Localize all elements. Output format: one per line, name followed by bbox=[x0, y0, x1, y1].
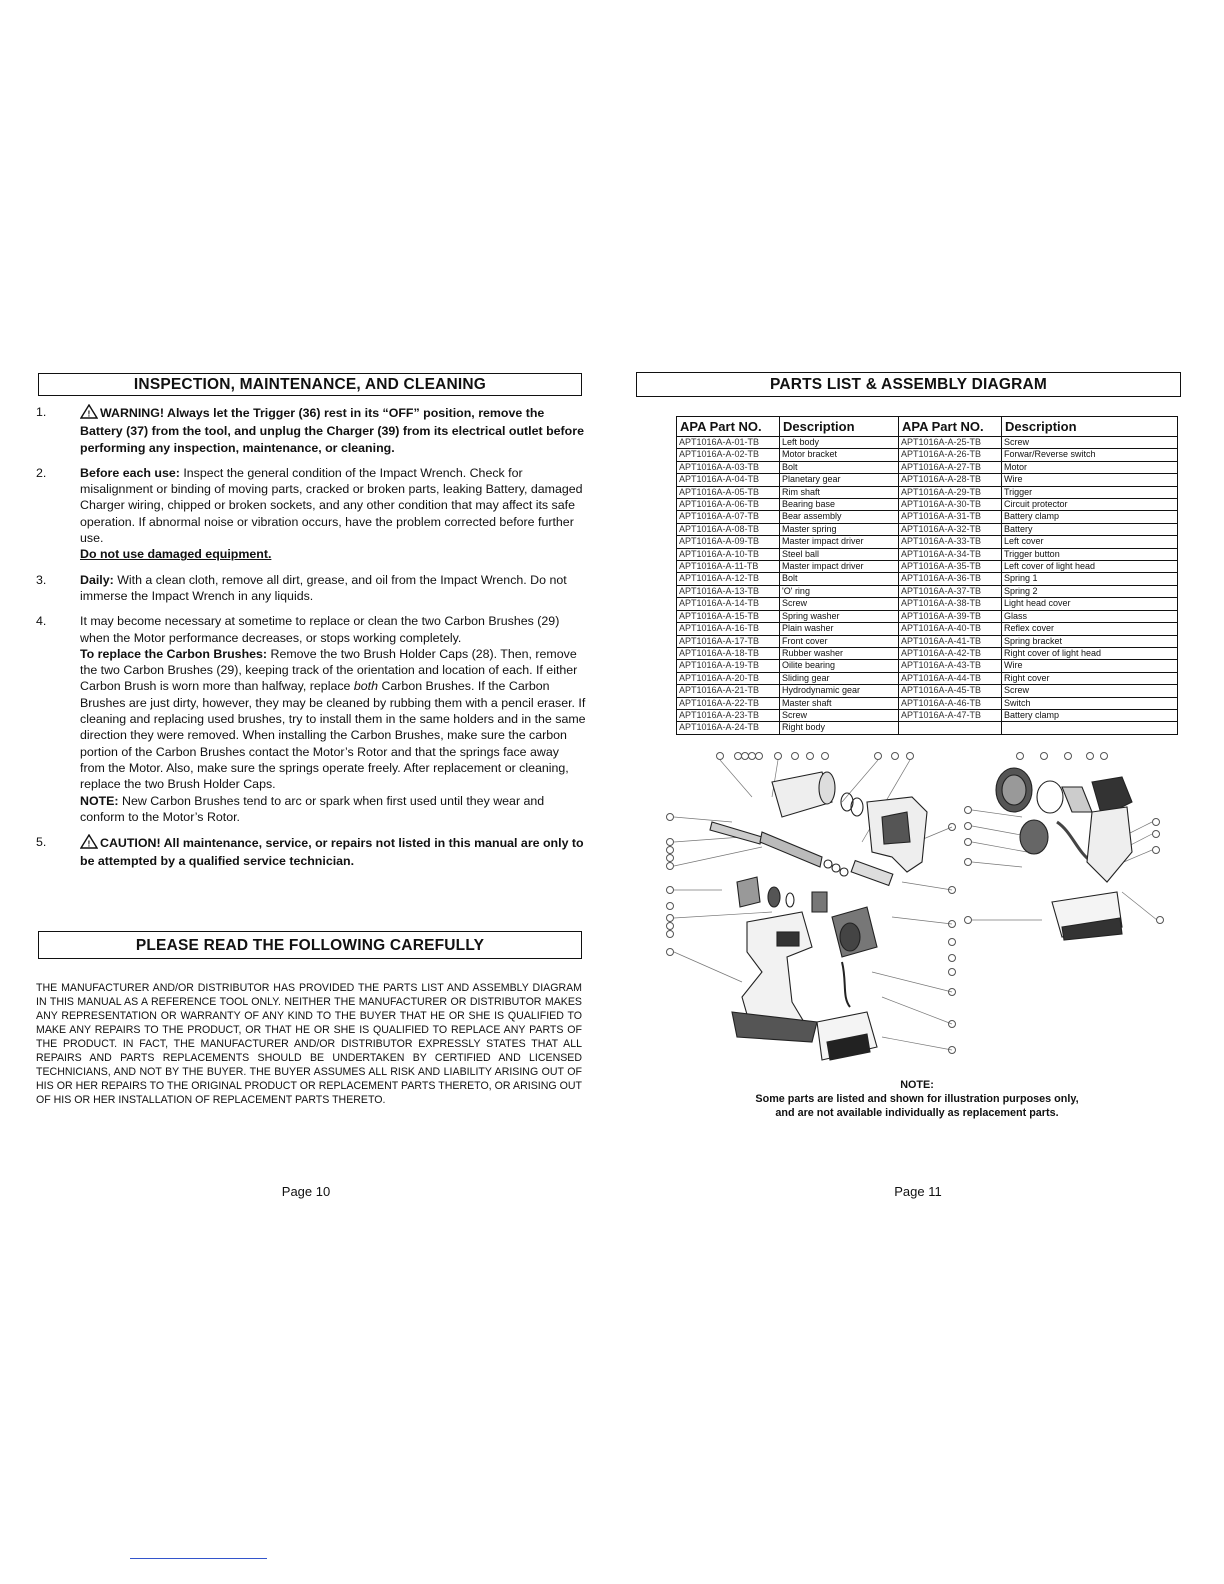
section-header-label: INSPECTION, MAINTENANCE, AND CLEANING bbox=[133, 376, 487, 393]
part-number-cell: APT1016A-A-37-TB bbox=[899, 585, 1002, 597]
item-italic: both bbox=[353, 679, 379, 694]
part-number-cell: APT1016A-A-06-TB bbox=[677, 499, 780, 511]
description-cell: Front cover bbox=[780, 635, 899, 647]
part-number-cell: APT1016A-A-02-TB bbox=[677, 449, 780, 461]
part-number-cell: APT1016A-A-21-TB bbox=[677, 685, 780, 697]
part-number-cell: APT1016A-A-38-TB bbox=[899, 598, 1002, 610]
part-number-cell: APT1016A-A-04-TB bbox=[677, 474, 780, 486]
description-cell: Planetary gear bbox=[780, 474, 899, 486]
item-intro: It may become necessary at sometime to replace or clean the two Carbon Brushes (29) when the Motor performance decreases, or stops working completely. bbox=[80, 614, 560, 645]
column-header: APA Part NO. bbox=[677, 417, 780, 437]
description-cell: Screw bbox=[1002, 437, 1178, 449]
table-row bbox=[677, 585, 1178, 597]
list-item bbox=[36, 834, 586, 870]
column-header: Description bbox=[1002, 417, 1178, 437]
parts-table bbox=[676, 416, 1178, 735]
part-number-cell: APT1016A-A-08-TB bbox=[677, 523, 780, 535]
part-number-cell: APT1016A-A-29-TB bbox=[899, 486, 1002, 498]
description-cell: Rubber washer bbox=[780, 647, 899, 659]
table-header-row bbox=[677, 417, 1178, 437]
page-number: Page 11 bbox=[894, 1184, 942, 1199]
description-cell: Battery clamp bbox=[1002, 511, 1178, 523]
description-cell: Wire bbox=[1002, 660, 1178, 672]
item-text: With a clean cloth, remove all dirt, grease, and oil from the Impact Wrench. Do not immerse the Impact Wrench in any liquids. bbox=[80, 572, 567, 603]
description-cell: Battery bbox=[1002, 523, 1178, 535]
link-underline bbox=[130, 1558, 267, 1559]
description-cell: Battery clamp bbox=[1002, 709, 1178, 721]
section-header-parts-list bbox=[636, 372, 1181, 397]
description-cell: Circuit protector bbox=[1002, 499, 1178, 511]
part-number-cell: APT1016A-A-16-TB bbox=[677, 623, 780, 635]
description-cell: Glass bbox=[1002, 610, 1178, 622]
note-label: NOTE: bbox=[80, 793, 119, 808]
damaged-equipment-warning: Do not use damaged equipment. bbox=[80, 547, 272, 562]
part-number-cell: APT1016A-A-24-TB bbox=[677, 722, 780, 734]
table-row bbox=[677, 536, 1178, 548]
note-label: NOTE: bbox=[900, 1079, 934, 1091]
description-cell: Oilite bearing bbox=[780, 660, 899, 672]
table-row bbox=[677, 697, 1178, 709]
right-page bbox=[612, 0, 1224, 1584]
description-cell: Left cover of light head bbox=[1002, 561, 1178, 573]
table-row bbox=[677, 461, 1178, 473]
part-number-cell: APT1016A-A-33-TB bbox=[899, 536, 1002, 548]
parts-note bbox=[712, 1078, 1122, 1120]
item-number: 2. bbox=[36, 465, 47, 480]
part-number-cell: APT1016A-A-13-TB bbox=[677, 585, 780, 597]
description-cell: Motor bracket bbox=[780, 449, 899, 461]
warning-label: WARNING! bbox=[100, 406, 165, 420]
description-cell: Spring 2 bbox=[1002, 585, 1178, 597]
description-cell: Hydrodynamic gear bbox=[780, 685, 899, 697]
description-cell: Switch bbox=[1002, 697, 1178, 709]
part-number-cell: APT1016A-A-39-TB bbox=[899, 610, 1002, 622]
callout-markers-right bbox=[1017, 753, 1108, 760]
table-row bbox=[677, 499, 1178, 511]
item-lead: To replace the Carbon Brushes: bbox=[80, 646, 268, 661]
description-cell: Steel ball bbox=[780, 548, 899, 560]
part-number-cell: APT1016A-A-31-TB bbox=[899, 511, 1002, 523]
part-number-cell: APT1016A-A-42-TB bbox=[899, 647, 1002, 659]
list-item bbox=[36, 572, 586, 605]
item-lead: Before each use: bbox=[80, 465, 180, 480]
description-cell: Bolt bbox=[780, 461, 899, 473]
part-number-cell: APT1016A-A-09-TB bbox=[677, 536, 780, 548]
part-number-cell: APT1016A-A-05-TB bbox=[677, 486, 780, 498]
note-line-2: and are not available individually as replacement parts. bbox=[775, 1107, 1059, 1119]
caution-triangle-icon bbox=[80, 834, 98, 853]
description-cell: Reflex cover bbox=[1002, 623, 1178, 635]
table-row bbox=[677, 437, 1178, 449]
table-row bbox=[677, 685, 1178, 697]
light-head-exploded bbox=[996, 768, 1132, 940]
description-cell: Spring washer bbox=[780, 610, 899, 622]
section-header-label: PLEASE READ THE FOLLOWING CAREFULLY bbox=[135, 937, 485, 954]
part-number-cell: APT1016A-A-40-TB bbox=[899, 623, 1002, 635]
part-number-cell: APT1016A-A-18-TB bbox=[677, 647, 780, 659]
description-cell: Screw bbox=[780, 598, 899, 610]
part-number-cell: APT1016A-A-27-TB bbox=[899, 461, 1002, 473]
description-cell: Right cover bbox=[1002, 672, 1178, 684]
part-number-cell: APT1016A-A-36-TB bbox=[899, 573, 1002, 585]
part-number-cell: APT1016A-A-34-TB bbox=[899, 548, 1002, 560]
caution-text: All maintenance, service, or repairs not listed in this manual are only to be attempted by a qualified service technician. bbox=[80, 836, 584, 869]
note-text: New Carbon Brushes tend to arc or spark when first used until they wear and conform to the Motor’s Rotor. bbox=[80, 793, 545, 824]
maintenance-list bbox=[36, 404, 586, 879]
caution-label: CAUTION! bbox=[100, 836, 161, 851]
item-number: 4. bbox=[36, 614, 47, 629]
item-number: 5. bbox=[36, 835, 47, 850]
drill-body-left bbox=[732, 912, 817, 1042]
table-row bbox=[677, 722, 1178, 734]
part-number-cell: APT1016A-A-43-TB bbox=[899, 660, 1002, 672]
part-number-cell: APT1016A-A-19-TB bbox=[677, 660, 780, 672]
description-cell: Light head cover bbox=[1002, 598, 1178, 610]
table-row bbox=[677, 548, 1178, 560]
description-cell: Trigger button bbox=[1002, 548, 1178, 560]
description-cell: Master spring bbox=[780, 523, 899, 535]
description-cell: Plain washer bbox=[780, 623, 899, 635]
table-row bbox=[677, 573, 1178, 585]
description-cell: Screw bbox=[780, 709, 899, 721]
description-cell: Left cover bbox=[1002, 536, 1178, 548]
item-text-b: Carbon Brushes. If the Carbon Brushes are just dirty, however, they may be cleaned by rubbing them with a pencil eraser. If cleaning and replacing used brushes, try to install them in the same holders and in the same direction they were removed. When installing the Carbon Brushes, make sure the carbon portion of the Carbon Brushes contact the Motor’s Rotor and that the springs face away from the Motor. Also, make sure the springs operate freely. After replacement or cleaning, replace the two Brush Holder Caps. bbox=[80, 679, 586, 792]
description-cell: Motor bbox=[1002, 461, 1178, 473]
part-number-cell: APT1016A-A-26-TB bbox=[899, 449, 1002, 461]
table-row bbox=[677, 635, 1178, 647]
description-cell: Screw bbox=[1002, 685, 1178, 697]
description-cell: Left body bbox=[780, 437, 899, 449]
callout-markers-left bbox=[717, 753, 914, 760]
parts-table-body bbox=[677, 437, 1178, 735]
motor-and-battery bbox=[817, 907, 877, 1060]
part-number-cell bbox=[899, 722, 1002, 734]
description-cell: Spring 1 bbox=[1002, 573, 1178, 585]
section-header-inspection bbox=[38, 373, 582, 396]
table-row bbox=[677, 561, 1178, 573]
description-cell: Spring bracket bbox=[1002, 635, 1178, 647]
list-item bbox=[36, 613, 586, 825]
warning-triangle-icon bbox=[80, 404, 98, 423]
part-number-cell: APT1016A-A-22-TB bbox=[677, 697, 780, 709]
list-item bbox=[36, 404, 586, 456]
table-row bbox=[677, 660, 1178, 672]
part-number-cell: APT1016A-A-46-TB bbox=[899, 697, 1002, 709]
part-number-cell: APT1016A-A-23-TB bbox=[677, 709, 780, 721]
table-row bbox=[677, 598, 1178, 610]
part-number-cell: APT1016A-A-25-TB bbox=[899, 437, 1002, 449]
description-cell: Master impact driver bbox=[780, 536, 899, 548]
item-text: Inspect the general condition of the Impact Wrench. Check for misalignment or binding of moving parts, cracked or broken parts, leaking Battery, damaged Charger wiring, chipped or broken sockets, and any other condition that may affect its safe operation. If abnormal noise or vibration occurs, have the problem corrected before further use. bbox=[80, 465, 583, 546]
warning-text: Always let the Trigger (36) rest in its “OFF” position, remove the Battery (37) from the tool, and unplug the Charger (39) from its electrical outlet before performing any inspection, maintenance, or cleaning. bbox=[80, 406, 584, 455]
drill-head-exploded bbox=[710, 772, 893, 912]
table-row bbox=[677, 486, 1178, 498]
drill-body-right bbox=[867, 797, 927, 872]
section-header-read-carefully bbox=[38, 931, 582, 959]
description-cell bbox=[1002, 722, 1178, 734]
part-number-cell: APT1016A-A-45-TB bbox=[899, 685, 1002, 697]
description-cell: Bear assembly bbox=[780, 511, 899, 523]
disclaimer-notice: THE MANUFACTURER AND/OR DISTRIBUTOR HAS PROVIDED THE PARTS LIST AND ASSEMBLY DIAGRAM IN THIS MANUAL AS A REFERENCE TOOL ONLY. NEITHER THE MANUFACTURER OR DISTRIBUTOR MAKES ANY REPRESENTATION OR WARRANTY OF ANY KIND TO THE BUYER THAT HE OR SHE IS QUALIFIED TO MAKE ANY REPAIRS TO THE PRODUCT, OR THAT HE OR SHE IS QUALIFIED TO REPLACE ANY PARTS OF THE PRODUCT. IN FACT, THE MANUFACTURER AND/OR DISTRIBUTOR EXPRESSLY STATES THAT ALL REPAIRS AND PARTS REPLACEMENTS SHOULD BE UNDERTAKEN BY CERTIFIED AND LICENSED TECHNICIANS, AND NOT BY THE BUYER. THE BUYER ASSUMES ALL RISK AND LIABILITY ARISING OUT OF HIS OR HER REPAIRS TO THE ORIGINAL PRODUCT OR REPLACEMENT PARTS THERETO, OR ARISING OUT OF HIS OR HER INSTALLATION OF REPLACEMENT PARTS THERETO. bbox=[36, 982, 582, 1106]
description-cell: Bearing base bbox=[780, 499, 899, 511]
item-text-a: Remove the two Brush Holder Caps (28). Then, remove the two Carbon Brushes (29), keeping track of the orientation and location of each. If either Carbon Brush is worn more than halfway, replace bbox=[80, 646, 578, 694]
part-number-cell: APT1016A-A-20-TB bbox=[677, 672, 780, 684]
table-row bbox=[677, 672, 1178, 684]
note-line-1: Some parts are listed and shown for illustration purposes only, bbox=[755, 1093, 1079, 1105]
part-number-cell: APT1016A-A-14-TB bbox=[677, 598, 780, 610]
part-number-cell: APT1016A-A-28-TB bbox=[899, 474, 1002, 486]
table-row bbox=[677, 709, 1178, 721]
part-number-cell: APT1016A-A-03-TB bbox=[677, 461, 780, 473]
assembly-diagram bbox=[652, 742, 1192, 1072]
part-number-cell: APT1016A-A-11-TB bbox=[677, 561, 780, 573]
table-row bbox=[677, 449, 1178, 461]
item-number: 1. bbox=[36, 405, 47, 419]
description-cell: Right body bbox=[780, 722, 899, 734]
description-cell: Trigger bbox=[1002, 486, 1178, 498]
part-number-cell: APT1016A-A-12-TB bbox=[677, 573, 780, 585]
part-number-cell: APT1016A-A-01-TB bbox=[677, 437, 780, 449]
table-row bbox=[677, 623, 1178, 635]
part-number-cell: APT1016A-A-07-TB bbox=[677, 511, 780, 523]
part-number-cell: APT1016A-A-17-TB bbox=[677, 635, 780, 647]
table-row bbox=[677, 474, 1178, 486]
part-number-cell: APT1016A-A-30-TB bbox=[899, 499, 1002, 511]
description-cell: Forwar/Reverse switch bbox=[1002, 449, 1178, 461]
table-row bbox=[677, 647, 1178, 659]
item-lead: Daily: bbox=[80, 572, 114, 587]
description-cell: Right cover of light head bbox=[1002, 647, 1178, 659]
svg-text:!: ! bbox=[87, 839, 91, 849]
column-header: APA Part NO. bbox=[899, 417, 1002, 437]
section-header-label: PARTS LIST & ASSEMBLY DIAGRAM bbox=[769, 376, 1048, 393]
part-number-cell: APT1016A-A-47-TB bbox=[899, 709, 1002, 721]
description-cell: Sliding gear bbox=[780, 672, 899, 684]
description-cell: Bolt bbox=[780, 573, 899, 585]
part-number-cell: APT1016A-A-32-TB bbox=[899, 523, 1002, 535]
part-number-cell: APT1016A-A-35-TB bbox=[899, 561, 1002, 573]
description-cell: Master impact driver bbox=[780, 561, 899, 573]
description-cell: 'O' ring bbox=[780, 585, 899, 597]
description-cell: Rim shaft bbox=[780, 486, 899, 498]
table-row bbox=[677, 610, 1178, 622]
table-row bbox=[677, 511, 1178, 523]
part-number-cell: APT1016A-A-41-TB bbox=[899, 635, 1002, 647]
page-number: Page 10 bbox=[281, 1184, 331, 1199]
item-number: 3. bbox=[36, 572, 47, 587]
part-number-cell: APT1016A-A-44-TB bbox=[899, 672, 1002, 684]
description-cell: Master shaft bbox=[780, 697, 899, 709]
part-number-cell: APT1016A-A-15-TB bbox=[677, 610, 780, 622]
description-cell: Wire bbox=[1002, 474, 1178, 486]
part-number-cell: APT1016A-A-10-TB bbox=[677, 548, 780, 560]
column-header: Description bbox=[780, 417, 899, 437]
list-item bbox=[36, 465, 586, 563]
svg-text:!: ! bbox=[87, 409, 91, 419]
table-row bbox=[677, 523, 1178, 535]
